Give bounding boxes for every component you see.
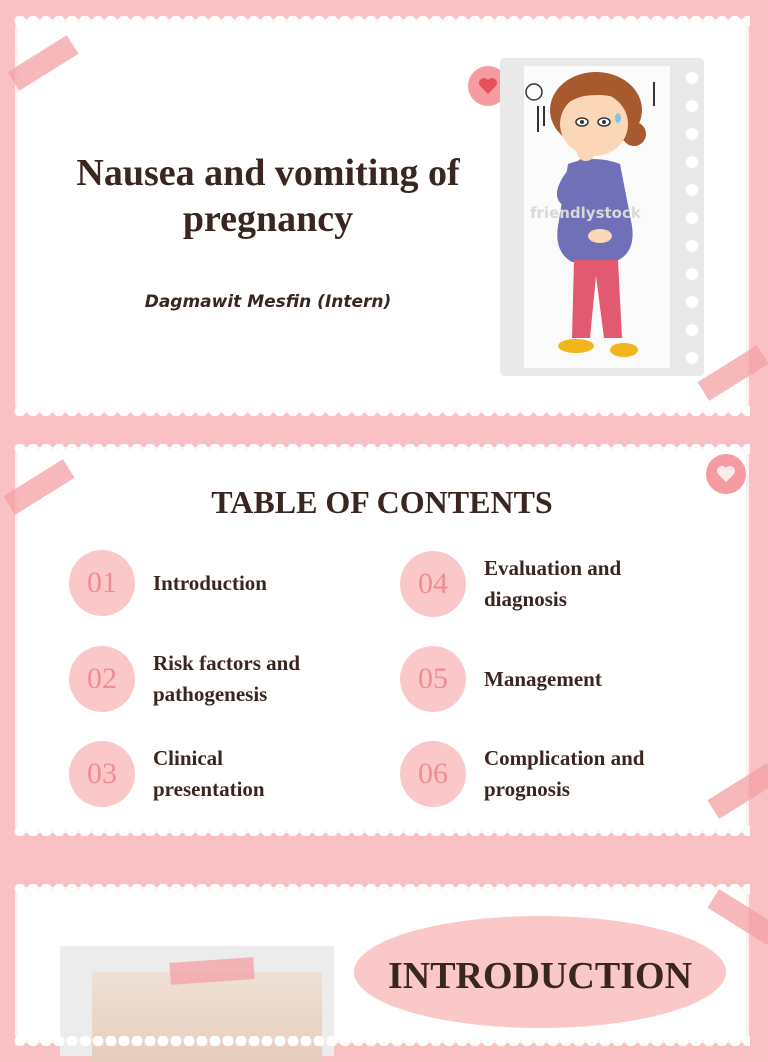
cover-slide — [18, 22, 746, 410]
toc-number: 03 — [69, 741, 135, 807]
toc-number: 05 — [400, 646, 466, 712]
toc-item-risk-factors[interactable] — [69, 646, 353, 712]
toc-label: Evaluation and diagnosis — [484, 556, 622, 611]
decorative-tape — [707, 763, 768, 819]
binder-hole — [686, 212, 698, 224]
binder-hole — [686, 240, 698, 252]
toc-item-evaluation[interactable] — [400, 551, 684, 617]
toc-slide — [18, 450, 746, 830]
intro-title: INTRODUCTION — [387, 955, 693, 997]
intro-slide — [18, 890, 746, 1040]
binder-hole — [686, 324, 698, 336]
toc-number: 02 — [69, 646, 135, 712]
binder-hole — [686, 100, 698, 112]
decorative-tape — [7, 35, 78, 91]
page-title — [48, 150, 488, 242]
toc-item-management[interactable] — [400, 646, 684, 712]
toc-label: Complication and prognosis — [484, 746, 645, 801]
toc-label: Risk factors and pathogenesis — [153, 651, 301, 706]
toc-number: 06 — [400, 741, 466, 807]
toc-number: 01 — [69, 550, 135, 616]
toc-label: Management — [484, 666, 602, 691]
decorative-tape — [697, 345, 768, 401]
toc-number: 04 — [400, 551, 466, 617]
author-name: Dagmawit Mesfin (Intern) — [144, 292, 392, 312]
binder-hole — [686, 296, 698, 308]
title-line-1: Nausea and vomiting of — [76, 152, 460, 194]
binder-hole — [686, 268, 698, 280]
hands-on-belly-photo — [92, 972, 322, 1062]
illustration-frame — [500, 58, 704, 376]
binder-hole — [686, 72, 698, 84]
binder-hole — [686, 352, 698, 364]
toc-item-introduction[interactable] — [69, 550, 353, 616]
photo-frame — [60, 946, 334, 1056]
toc-item-complication[interactable] — [400, 741, 684, 807]
binder-hole — [686, 156, 698, 168]
intro-heading-badge — [354, 916, 726, 1028]
toc-title: TABLE OF CONTENTS — [211, 484, 553, 520]
binder-hole — [686, 184, 698, 196]
toc-label: Introduction — [153, 570, 267, 595]
decorative-tape — [707, 889, 768, 945]
toc-item-clinical-presentation[interactable] — [69, 741, 353, 807]
toc-label: Clinical presentation — [153, 746, 265, 801]
binder-hole — [686, 128, 698, 140]
watermark-text: friendlystock — [530, 204, 641, 222]
title-line-2: pregnancy — [182, 198, 354, 240]
pregnant-woman-nauseous-illustration — [524, 66, 670, 368]
